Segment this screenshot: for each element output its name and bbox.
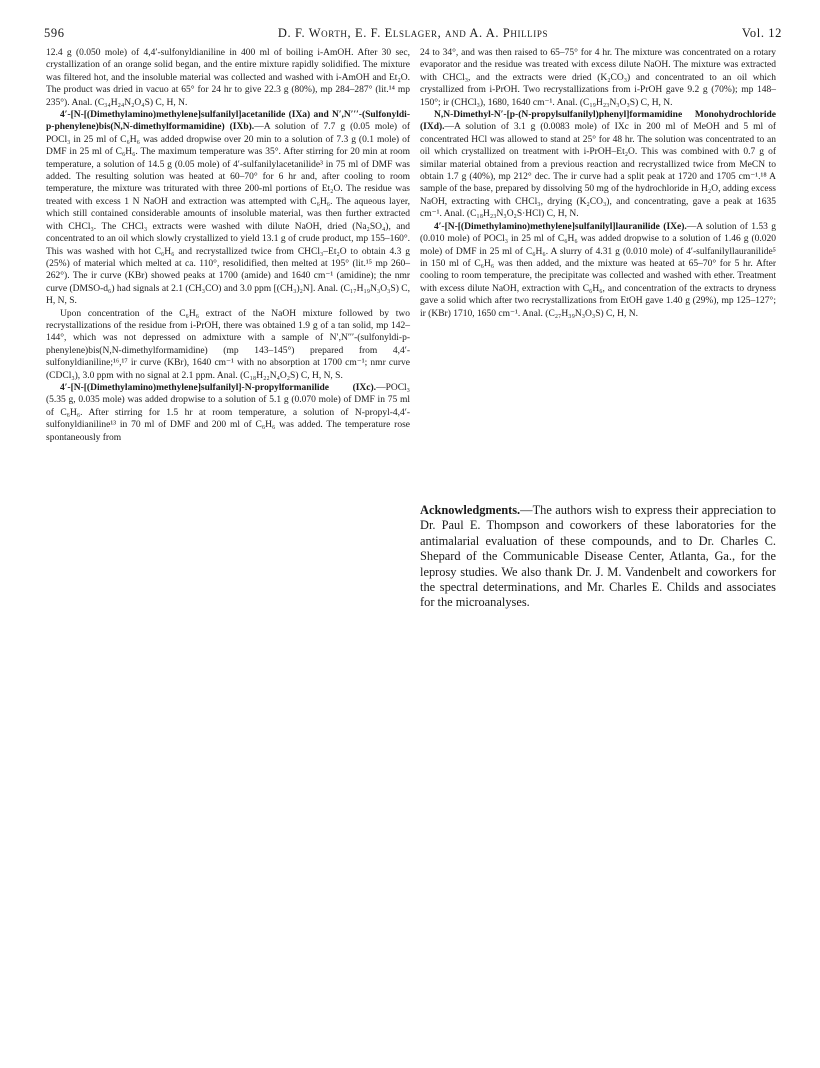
left-entry-ixc <box>46 382 410 444</box>
left-entry-ixa-ixb-heading: 4′-[N-[(Dimethylamino)methylene]sulfanilyl]acetanilide (IXa) and N′,N′′′-(Sulfonyldi-p-phenylene)bis(N,N-dimethylformamidine) (IXb). <box>46 110 410 133</box>
right-entry-ixd-heading: N,N-Dimethyl-N′-[p-(N-propylsulfanilyl)phenyl]formamidine Monohydrochloride (IXd). <box>420 110 776 133</box>
left-entry-ixc-text: —POCl₃ (5.35 g, 0.035 mole) was added dropwise to a solution of 5.1 g (0.070 mole) of DMF in 75 ml of C₆H₆. After stirring for 1.5 hr at room temperature, a solution of N-propyl-4,4′-sulfonyldianiline¹³ in 70 ml of DMF and 200 ml of C₆H₆ was added. The temperature rose spontaneously from <box>46 382 410 443</box>
running-head-authors: D. F. Worth, E. F. Elslager, and A. A. Phillips <box>277 26 549 40</box>
right-column <box>420 47 776 320</box>
left-entry-ixa-ixb <box>46 109 410 308</box>
right-entry-ixe <box>420 221 776 320</box>
acknowledgments-text: —The authors wish to express their appreciation to Dr. Paul E. Thompson and coworkers of these laboratories for the antimalarial evaluation of these compounds, and to Dr. Charles C. Shepard of the Communicable Disease Center, Atlanta, Ga., for the leprosy studies. We also thank Dr. J. M. Vandenbelt and coworkers for the spectral determinations, and Mr. Charles E. Childs and associates for the microanalyses. <box>420 503 776 610</box>
right-entry-ixd <box>420 109 776 221</box>
left-entry-ixa-ixb-text: —A solution of 7.7 g (0.05 mole) of POCl₃ in 25 ml of C₆H₆ was added dropwise over 20 min to a solution of 7.3 g (0.1 mole) of DMF in 25 ml of C₆H₆. The maximum temperature was 35°. After stirring for 20 min at room temperature, a solution of 14.5 g (0.05 mole) of 4′-sulfanilylacetanilide³ in 75 ml of DMF was added. The resulting solution was heated at 60–70° for 6 hr and, after cooling to room temperature, the mixture was triturated with three 200-ml portions of Et₂O. The residue was treated with excess 1 N NaOH and extraction was attempted with C₆H₆. The aqueous layer, which still contained considerable amounts of insoluble material, was then further extracted with CHCl₃. The CHCl₃ extracts were washed with dilute NaOH, dried (Na₂SO₄), and concentrated to an oil which slowly crystallized to yield 13.1 g of crude product, mp 155–160°. This was washed with hot C₆H₆ and recrystallized twice from CHCl₃–Et₂O to obtain 4.3 g (25%) of material which melted at ca. 110°, resolidified, then melted at 195° (lit.¹⁵ mp 260–262°). The ir curve (KBr) showed peaks at 1700 (amide) and 1640 cm⁻¹ (amidine); the nmr curve (DMSO-d₆) had signals at 2.1 (CH₃CO) and 3.0 ppm [(CH₃)₂N]. Anal. (C₁₇H₁₉N₃O₃S) C, H, N, S. <box>46 122 410 307</box>
running-head <box>44 26 782 46</box>
left-paragraph-3 <box>46 308 410 382</box>
left-paragraph-3-text: Upon concentration of the C₆H₆ extract of the NaOH mixture followed by two recrystallizations of the residue from i-PrOH, there was obtained 1.9 g of a tan solid, mp 142–144°, which was not depressed on admixture with a sample of N′,N′′′-(sulfonyldi-p-phenylene)bis(N,N-dimethylformamidine) (mp 143–145°) prepared from 4,4′-sulfonyldianiline;¹⁶,¹⁷ ir curve (KBr), 1640 cm⁻¹ with no absorption at 1700 cm⁻¹; nmr curve (CDCl₃), 3.0 ppm with no signal at 2.1 ppm. Anal. (C₁₈H₂₂N₄O₂S) C, H, N, S. <box>46 308 410 381</box>
right-entry-ixe-text: —A solution of 1.53 g (0.010 mole) of POCl₃ in 25 ml of C₆H₆ was added dropwise to a solution of 1.46 g (0.020 mole) of DMF in 25 ml of C₆H₆. A slurry of 4.31 g (0.010 mole) of 4′-sulfanilyllauranilide⁵ in 150 ml of C₆H₆ was then added, and the mixture was heated at 65–70° for 5 hr. After cooling to room temperature, the precipitate was collected and washed with ether. Treatment with excess dilute NaOH, extraction with C₆H₆, and concentration of the extracts to dryness gave a solid which after two recrystallizations from EtOH gave 1.40 g (29%), mp 125–127°; ir (KBr) 1710, 1650 cm⁻¹. Anal. (C₂₇H₃₉N₃O₃S) C, H, N. <box>420 221 776 319</box>
right-entry-ixd-text: —A solution of 3.1 g (0.0083 mole) of IXc in 200 ml of MeOH and 5 ml of concentrated HCl was allowed to stand at 25° for 48 hr. The solution was concentrated to an oil which crystallized on treatment with i-PrOH–Et₂O. This was combined with 0.7 g of similar material obtained from a previous reaction and recrystallized twice from MeCN to obtain 1.7 g (40%), mp 212° dec. The ir curve had a split peak at 1720 and 1705 cm⁻¹.¹⁸ A sample of the base, prepared by dissolving 50 mg of the hydrochloride in H₂O, adding excess NaOH, extracting with CHCl₃, drying (K₂CO₃), and concentrating, gave a peak at 1635 cm⁻¹. Anal. (C₁₈H₂₃N₃O₂S·HCl) C, H, N. <box>420 122 776 220</box>
left-paragraph-1-text: 12.4 g (0.050 mole) of 4,4′-sulfonyldianiline in 400 ml of boiling i-AmOH. After 30 sec, crystallization of an orange solid began, and the entire mixture rapidly solidified. The mixture was filtered hot, and the insoluble material was collected and washed with i-AmOH and Et₂O. The product was dried in vacuo at 65° for 24 hr to give 22.3 g (80%), mp 284–287° (lit.¹⁴ mp 235°). Anal. (C₃₄H₂₄N₂O₄S) C, H, N. <box>46 48 410 108</box>
right-paragraph-1 <box>420 47 776 109</box>
left-entry-ixc-heading: 4′-[N-[(Dimethylamino)methylene]sulfanilyl]-N-propylformanilide (IXc). <box>60 382 377 393</box>
volume-label: Vol. 12 <box>741 26 782 40</box>
page-number: 596 <box>44 26 65 40</box>
left-paragraph-1 <box>46 47 410 109</box>
right-paragraph-1-text: 24 to 34°, and was then raised to 65–75° for 4 hr. The mixture was concentrated on a rotary evaporator and the residue was treated with excess dilute NaOH. The mixture was extracted with CHCl₃, and the extracts were dried (K₂CO₃) and concentrated to an oil which crystallized from i-PrOH. Two recrystallizations from i-PrOH gave 9.2 g (70%); mp 148–150°; ir (CHCl₃), 1680, 1640 cm⁻¹. Anal. (C₁₉H₂₃N₃O₃S) C, H, N. <box>420 48 776 108</box>
acknowledgments-heading: Acknowledgments. <box>420 503 521 517</box>
left-column <box>46 47 410 444</box>
right-entry-ixe-heading: 4′-[N-[(Dimethylamino)methylene]sulfanilyl]lauranilide (IXe). <box>434 221 687 232</box>
acknowledgments <box>420 503 776 611</box>
